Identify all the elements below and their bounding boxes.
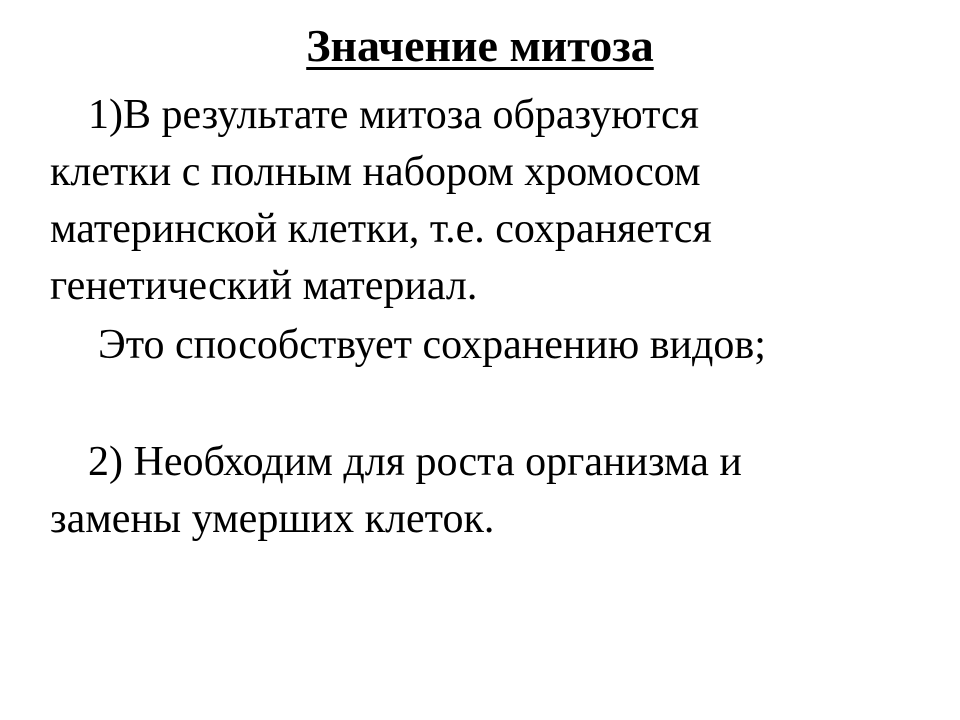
point-1-conclusion: Это способствует сохранению видов; bbox=[98, 322, 766, 368]
point-1-line-4: генетический материал. bbox=[50, 263, 478, 309]
point-1-line-2: клетки с полным набором хромосом bbox=[50, 149, 701, 195]
point-1-line-1: 1)В результате митоза образуются bbox=[88, 92, 699, 138]
slide-title: Значение митоза bbox=[306, 20, 654, 71]
point-2-line-2: замены умерших клеток. bbox=[50, 496, 495, 542]
point-2-line-1: 2) Необходим для роста организма и bbox=[88, 439, 742, 485]
point-1-line-3: материнской клетки, т.е. сохраняется bbox=[50, 206, 712, 252]
